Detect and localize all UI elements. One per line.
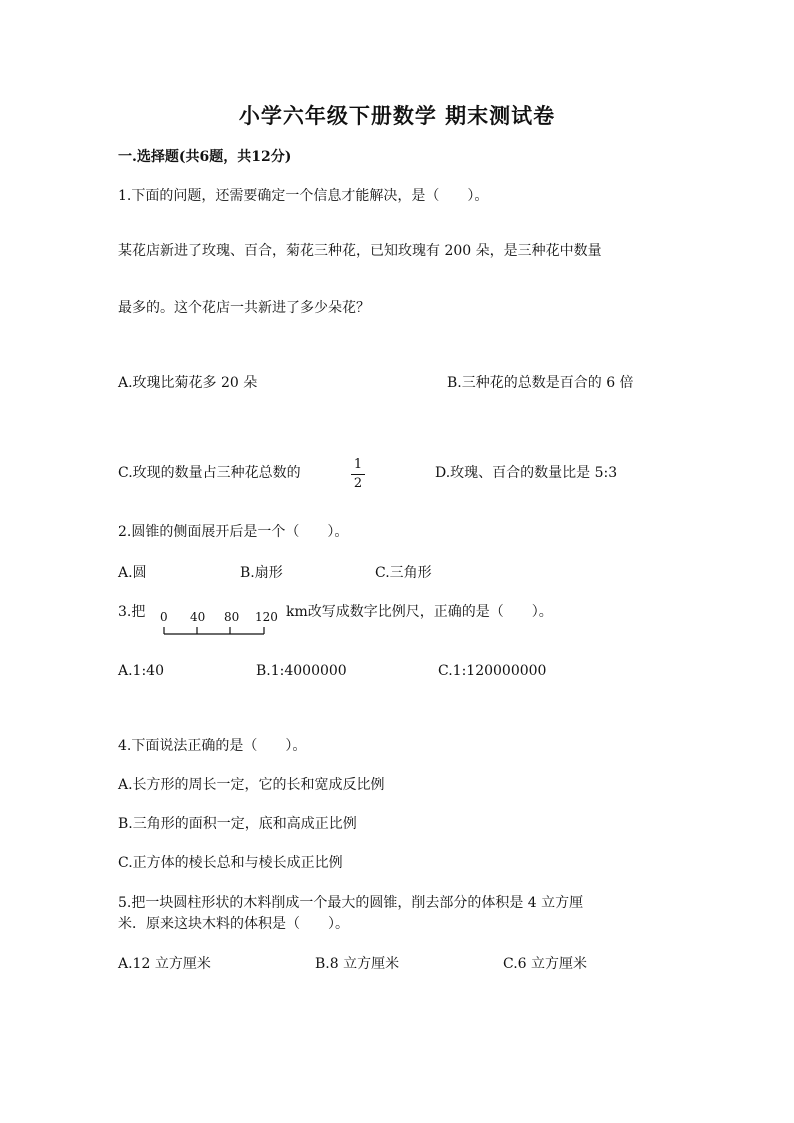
q2-option-b: B.扇形 xyxy=(240,565,283,581)
q1-option-a: A.玫瑰比菊花多 20 朵 xyxy=(118,375,258,391)
scale-bar-figure xyxy=(160,610,282,636)
q4-stem: 4.下面说法正确的是（ ）。 xyxy=(118,738,307,754)
q3-stem-suffix: km改写成数字比例尺，正确的是（ ）。 xyxy=(286,604,553,620)
q1-option-c-fraction xyxy=(351,458,365,491)
scale-label: 40 xyxy=(190,610,206,624)
q5-stem-line2: 米．原来这块木料的体积是（ ）。 xyxy=(118,916,349,932)
q1-option-d: D.玫瑰、百合的数量比是 5:3 xyxy=(435,465,618,481)
fraction-numerator: 1 xyxy=(353,457,363,472)
fraction-bar xyxy=(351,474,365,475)
q5-option-b: B.8 立方厘米 xyxy=(315,956,400,972)
q4-option-b: B.三角形的面积一定，底和高成正比例 xyxy=(118,816,357,832)
q2-option-a: A.圆 xyxy=(118,565,147,581)
q1-stem: 1.下面的问题，还需要确定一个信息才能解决，是（ ）。 xyxy=(118,188,489,204)
scale-bar-line xyxy=(160,610,282,636)
section-heading: 一.选择题(共6题，共12分) xyxy=(118,149,292,165)
q3-option-a: A.1:40 xyxy=(118,663,164,679)
q2-stem: 2.圆锥的侧面展开后是一个（ ）。 xyxy=(118,524,349,540)
q1-option-c: C.玫现的数量占三种花总数的 xyxy=(118,465,301,481)
page-title: 小学六年级下册数学 期末测试卷 xyxy=(238,103,556,128)
q5-option-c: C.6 立方厘米 xyxy=(503,956,588,972)
fraction-denominator: 2 xyxy=(353,476,363,491)
q1-paragraph-line2: 最多的。这个花店一共新进了多少朵花？ xyxy=(118,300,370,316)
scale-label: 120 xyxy=(255,610,278,624)
q4-option-c: C.正方体的棱长总和与棱长成正比例 xyxy=(118,855,343,871)
q5-option-a: A.12 立方厘米 xyxy=(118,956,211,972)
scale-label: 0 xyxy=(160,610,168,624)
q3-prefix: 3.把 xyxy=(118,604,146,620)
q5-stem-line1: 5.把一块圆柱形状的木料削成一个最大的圆锥，削去部分的体积是 4 立方厘 xyxy=(118,895,584,911)
q2-option-c: C.三角形 xyxy=(375,565,432,581)
q1-paragraph-line1: 某花店新进了玫瑰、百合，菊花三种花，已知玫瑰有 200 朵，是三种花中数量 xyxy=(118,243,602,259)
q3-option-c: C.1:120000000 xyxy=(438,663,547,679)
q4-option-a: A.长方形的周长一定，它的长和宽成反比例 xyxy=(118,777,385,793)
scale-label: 80 xyxy=(224,610,240,624)
q3-option-b: B.1:4000000 xyxy=(256,663,347,679)
q1-option-b: B.三种花的总数是百合的 6 倍 xyxy=(447,375,634,391)
